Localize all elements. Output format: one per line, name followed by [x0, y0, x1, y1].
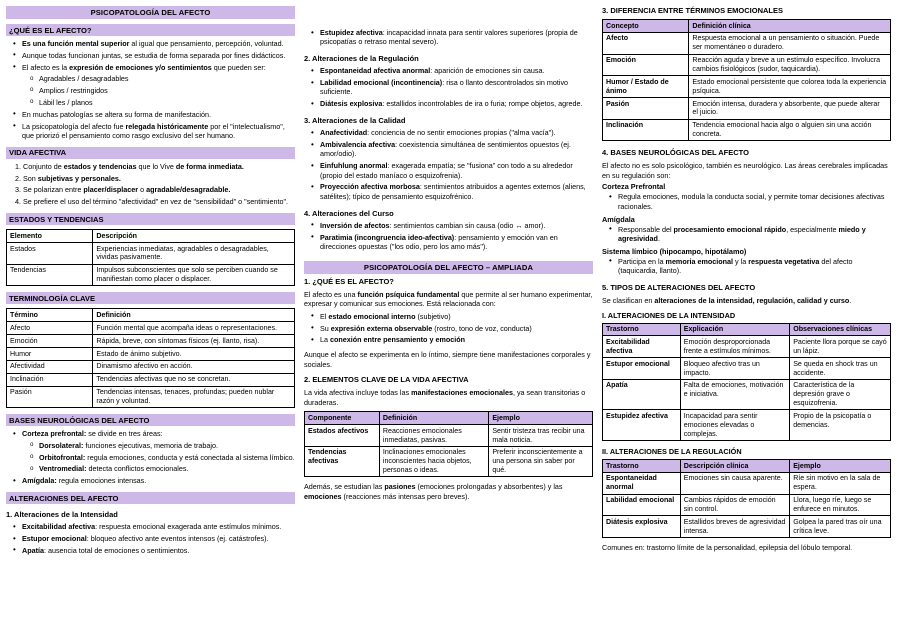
cell-definicion: Tendencias afectivas que no se concretan. [93, 373, 295, 386]
term: respuesta vegetativa [748, 256, 820, 266]
term: alteraciones de la intensidad, regulación, calidad y curso [654, 296, 850, 306]
list-item: • La conexión entre pensamiento y emoción [320, 335, 593, 344]
table-header-row [7, 230, 295, 243]
list-que-es-el-afecto [6, 39, 295, 143]
list-item: • Es una función mental superior al igual que pensamiento, percepción, voluntad. [22, 39, 295, 48]
cell-termino: Humor [7, 348, 93, 361]
cell-trastorno: Excitabilidad afectiva [603, 336, 681, 358]
cell-concepto: Emoción [603, 54, 689, 76]
heading-bases-neurologicas-ampliada: 4. BASES NEUROLÓGICAS DEL AFECTO [602, 148, 749, 158]
table-alteraciones-intensidad [602, 323, 891, 441]
table-row [7, 348, 295, 361]
sublist-areas-prefrontales [22, 441, 295, 474]
cell-explicacion: Emoción desproporcionada frente a estímulos mínimos. [680, 336, 789, 358]
col-header: Observaciones clínicas [790, 323, 891, 336]
list-item: • Proyección afectiva morbosa: sentimientos atribuidos a agentes externos (aliens, satélites); típico de pensamiento esquizofrénico. [320, 182, 593, 201]
cell-termino: Afecto [7, 322, 93, 335]
paragraph-bases-neurologicas: El afecto no es solo psicológico, también es neurológico. Las áreas cerebrales implicadas en su regulación son: [602, 161, 888, 180]
term: relegada históricamente [125, 121, 209, 131]
table-row [603, 379, 891, 410]
table-terminos-emocionales [602, 19, 891, 141]
term: de forma inmediata. [175, 161, 244, 171]
paragraph-cierre-afecto: Aunque el afecto se experimenta en lo íntimo, siempre tiene manifestaciones corporales y sociales. [304, 350, 591, 369]
list-item: 1. Conjunto de estados y tendencias que lo Vive de forma inmediata. [23, 162, 295, 171]
table-row [603, 54, 891, 76]
col-header: Trastorno [603, 460, 681, 473]
cell-trastorno: Labilidad emocional [603, 494, 681, 516]
cell-ejemplo: Golpea la pared tras oír una crítica leve. [790, 516, 891, 538]
cell-observaciones: Propio de la psicopatía o demencias. [790, 410, 891, 441]
list-item: o Dorsolateral: funciones ejecutivas, memoria de trabajo. [39, 441, 295, 450]
term: Estupor emocional [22, 534, 87, 543]
col-header: Definición clínica [689, 20, 891, 33]
col-header: Componente [305, 412, 380, 425]
term: Labilidad emocional (incontinencia) [320, 78, 443, 88]
list-item: • La psicopatología del afecto fue relegada históricamente por el "intelectualismo", que priorizó el pensamiento como rasgo exclusivo del ser humano. [22, 122, 295, 141]
cell-trastorno: Espontaneidad anormal [603, 472, 681, 494]
term: Amígdala: [22, 476, 57, 486]
list-item: • Ambivalencia afectiva: coexistencia simultánea de sentimientos opuestos (ej. amor/odio). [320, 140, 593, 159]
list-item: • El estado emocional interno (subjetivo) [320, 312, 593, 321]
table-header-row [7, 309, 295, 322]
cell-explicacion: Bloqueo afectivo tras un impacto. [680, 358, 789, 380]
term: subjetivas y personales. [37, 173, 121, 183]
term: Proyección afectiva morbosa [320, 182, 420, 192]
paragraph-pasiones-emociones: Además, se estudian las pasiones (emociones prolongadas y absorbentes) y las emociones (reacciones más intensas pero breves). [304, 482, 563, 501]
list-item: • El afecto es la expresión de emociones y/o sentimientos que pueden ser: o Agradables / desagradables o Amplios / restringidos o Lábil les / planos [22, 63, 295, 107]
list-alteraciones-regulacion [304, 66, 593, 111]
paragraph-comunes-en: Comunes en: trastorno límite de la personalidad, epilepsia del lóbulo temporal. [602, 543, 853, 553]
cell-definicion: Estado emocional persistente que colorea toda la experiencia psíquica. [689, 76, 891, 98]
list-bases-neurologicas [6, 429, 295, 488]
sublist-tipos-afecto [22, 74, 295, 107]
cell-definicion: Inclinaciones emocionales inconscientes hacia objetos, personas o ideas. [379, 446, 488, 477]
cell-ejemplo: Ríe sin motivo en la sala de espera. [790, 472, 891, 494]
list-item: o Orbitofrontal: regula emociones, conducta y está conectada al sistema límbico. [39, 453, 295, 462]
cell-elemento: Tendencias [7, 264, 93, 286]
term: Corteza prefrontal: [22, 429, 87, 439]
subheading-alteraciones-calidad: 3. Alteraciones de la Calidad [304, 116, 406, 126]
heading-alteraciones-intensidad-tabla: I. ALTERACIONES DE LA INTENSIDAD [602, 310, 736, 320]
list-item: • Labilidad emocional (incontinencia): risa o llanto descontrolados sin motivo suficiente. [320, 78, 593, 97]
list-item: • Amígdala: regula emociones intensas. [22, 476, 295, 485]
list-componentes-afecto [304, 312, 593, 348]
cell-termino: Pasión [7, 386, 93, 408]
heading-tipos-alteraciones: 5. TIPOS DE ALTERACIONES DEL AFECTO [602, 283, 756, 293]
list-item: • En muchas patologías se altera su forma de manifestación. [22, 110, 295, 119]
table-row [7, 264, 295, 286]
table-row [603, 472, 891, 494]
list-item: o Lábil les / planos [39, 98, 295, 107]
cell-ejemplo: Sentir tristeza tras recibir una mala noticia. [489, 425, 593, 447]
col-header: Definición [379, 412, 488, 425]
section-banner-psicopatologia: PSICOPATOLOGÍA DEL AFECTO [6, 6, 295, 19]
column-3 [602, 6, 891, 636]
col-header: Ejemplo [790, 460, 891, 473]
cell-definicion: Tendencias intensas, tenaces, profundas; pueden nublar razón y voluntad. [93, 386, 295, 408]
term: emociones [304, 491, 342, 501]
term: Espontaneidad afectiva anormal [320, 66, 431, 76]
list-item: • Estupor emocional: bloqueo afectivo ante eventos intensos (ej. catástrofes). [22, 534, 295, 543]
col-header: Término [7, 309, 93, 322]
cell-definicion: Dinamismo afectivo en acción. [93, 360, 295, 373]
cell-ejemplo: Preferir inconscientemente a una persona sin saber por qué. [489, 446, 593, 477]
list-item: • Excitabilidad afectiva: respuesta emocional exagerada ante estímulos mínimos. [22, 522, 295, 531]
cell-descripcion: Impulsos subconscientes que solo se perciben cuando se manifiestan como placer o displacer. [93, 264, 295, 286]
list-item: o Ventromedial: detecta conflictos emocionales. [39, 464, 295, 473]
term: Estupidez afectiva [320, 28, 383, 37]
cell-descripcion: Experiencias inmediatas, agradables o desagradables, vividas pasivamente. [93, 243, 295, 265]
table-row [603, 516, 891, 538]
list-corteza-prefrontal [602, 192, 891, 213]
cell-trastorno: Diátesis explosiva [603, 516, 681, 538]
label-amigdala: Amígdala [602, 214, 635, 224]
table-row [7, 322, 295, 335]
term: pasiones [384, 482, 416, 492]
term: Ventromedial: [39, 464, 87, 474]
col-header: Concepto [603, 20, 689, 33]
table-row [603, 358, 891, 380]
list-item: • Estupidez afectiva: incapacidad innata para sentir valores superiores (propia de psicopatías o retraso mental severo). [320, 28, 593, 47]
label-sistema-limbico: Sistema límbico (hipocampo, hipotálamo) [602, 246, 747, 256]
table-alteraciones-regulacion [602, 459, 891, 538]
list-alteraciones-intensidad [6, 522, 295, 558]
list-item: • Regula emociones, modula la conducta social, y permite tomar decisiones afectivas racionales. [618, 192, 891, 211]
list-sistema-limbico [602, 257, 891, 278]
list-item: • Paratimia (incongruencia ideo-afectiva): pensamiento y emoción van en direcciones opuestas ("los odio, pero los amo más"). [320, 233, 593, 252]
cell-concepto: Inclinación [603, 119, 689, 141]
term: Anafectividad [320, 128, 368, 138]
cell-trastorno: Apatía [603, 379, 681, 410]
table-row [603, 336, 891, 358]
cell-concepto: Humor / Estado de ánimo [603, 76, 689, 98]
paragraph-definicion-afecto: El afecto es una función psíquica fundamental que permite al ser humano experimentar, expresar y comunicar sus emociones. Está relacionada con: [304, 289, 593, 309]
heading-estados-tendencias: ESTADOS Y TENDENCIAS [6, 213, 295, 225]
col-header: Explicación [680, 323, 789, 336]
cell-observaciones: Característica de la depresión grave o esquizofrenia. [790, 379, 891, 410]
cell-trastorno: Estupidez afectiva [603, 410, 681, 441]
heading-diferencia-terminos: 3. DIFERENCIA ENTRE TÉRMINOS EMOCIONALES [602, 6, 783, 15]
list-item: • Corteza prefrontal: se divide en tres áreas: o Dorsolateral: funciones ejecutivas, memoria de trabajo. o Orbitofrontal: regula emociones, conducta y está conectada al sistema límbico. o Ventromedial: detecta conflictos emocionales. [22, 429, 295, 473]
col-header: Definición [93, 309, 295, 322]
table-row [7, 243, 295, 265]
cell-explicacion: Incapacidad para sentir emociones elevadas o complejas. [680, 410, 789, 441]
cell-componente: Estados afectivos [305, 425, 380, 447]
cell-definicion: Estado de ánimo subjetivo. [93, 348, 295, 361]
table-row [7, 386, 295, 408]
cell-elemento: Estados [7, 243, 93, 265]
table-row [603, 76, 891, 98]
subheading-alteraciones-regulacion: 2. Alteraciones de la Regulación [304, 54, 419, 64]
column-1 [6, 6, 295, 636]
heading-que-es-afecto-ampliada: 1. ¿QUÉ ES EL AFECTO? [304, 276, 394, 286]
table-elementos-clave [304, 411, 593, 477]
subheading-alteraciones-curso: 4. Alteraciones del Curso [304, 208, 394, 218]
list-estupidez-afectiva [304, 28, 593, 49]
column-2 [304, 6, 593, 636]
list-item: • Su expresión externa observable (rostro, tono de voz, conducta) [320, 324, 593, 333]
cell-ejemplo: Llora, luego ríe, luego se enfurece en minutos. [790, 494, 891, 516]
list-item: • Aunque todas funcionan juntas, se estudia de forma separada por fines didácticos. [22, 51, 295, 60]
cell-termino: Inclinación [7, 373, 93, 386]
cell-definicion: Reacciones emocionales inmediatas, pasivas. [379, 425, 488, 447]
list-item: 4. Se prefiere el uso del término "afectividad" en vez de "sensibilidad" o "sentimiento". [23, 197, 295, 206]
cell-concepto: Afecto [603, 32, 689, 54]
list-amigdala [602, 225, 891, 246]
paragraph-clasificacion: Se clasifican en alteraciones de la intensidad, regulación, calidad y curso. [602, 296, 852, 306]
list-item: • Espontaneidad afectiva anormal: aparición de emociones sin causa. [320, 66, 593, 75]
term: Inversión de afectos [320, 220, 390, 230]
table-estados-tendencias [6, 229, 295, 286]
table-row [7, 373, 295, 386]
cell-definicion: Tendencia emocional hacia algo o alguien sin una acción concreta. [689, 119, 891, 141]
cell-descripcion: Estallidos breves de agresividad intensa. [680, 516, 789, 538]
term: procesamiento emocional rápido [673, 224, 787, 234]
list-alteraciones-curso [304, 221, 593, 254]
cell-termino: Afectividad [7, 360, 93, 373]
table-header-row [603, 323, 891, 336]
term: expresión externa observable [330, 323, 433, 333]
cell-definicion: Reacción aguda y breve a un estímulo específico. Involucra cambios fisiológicos (sudor, taquicardia). [689, 54, 891, 76]
paragraph-vida-afectiva: La vida afectiva incluye todas las manifestaciones emocionales, ya sean transitorias o duraderas. [304, 388, 586, 407]
table-row [7, 360, 295, 373]
heading-vida-afectiva: VIDA AFECTIVA [6, 147, 295, 159]
term: miedo y agresividad [618, 224, 866, 244]
table-header-row [603, 460, 891, 473]
table-terminologia [6, 308, 295, 408]
table-row [7, 335, 295, 348]
list-item: o Agradables / desagradables [39, 74, 295, 83]
term: Orbitofrontal: [39, 452, 86, 462]
list-item: • Participa en la memoria emocional y la respuesta vegetativa del afecto (taquicardia, llanto). [618, 257, 891, 276]
term: Dorsolateral: [39, 440, 84, 450]
col-header: Ejemplo [489, 412, 593, 425]
cell-explicacion: Falta de emociones, motivación e iniciativa. [680, 379, 789, 410]
list-item: • Anafectividad: conciencia de no sentir emociones propias ("alma vacía"). [320, 128, 593, 137]
table-header-row [305, 412, 593, 425]
term: estados y tendencias [63, 161, 137, 171]
cell-concepto: Pasión [603, 98, 689, 120]
heading-bases-neurologicas: BASES NEUROLÓGICAS DEL AFECTO [6, 414, 295, 426]
list-item: o Amplios / restringidos [39, 86, 295, 95]
table-row [603, 410, 891, 441]
cell-definicion: Respuesta emocional a un pensamiento o situación. Puede ser momentáneo o duradero. [689, 32, 891, 54]
cell-definicion: Función mental que acompaña ideas o representaciones. [93, 322, 295, 335]
list-item: • Apatía: ausencia total de emociones o sentimientos. [22, 546, 295, 555]
section-banner-ampliada: PSICOPATOLOGÍA DEL AFECTO – AMPLIADA [304, 261, 593, 274]
col-header: Elemento [7, 230, 93, 243]
subheading-alteraciones-intensidad: 1. Alteraciones de la Intensidad [6, 510, 118, 520]
table-header-row [603, 20, 891, 33]
term: expresión de emociones y/o sentimientos [69, 62, 212, 72]
term: función psíquica fundamental [357, 289, 460, 299]
table-row [603, 98, 891, 120]
heading-terminologia-clave: TERMINOLOGÍA CLAVE [6, 292, 295, 304]
term: placer/displacer [83, 185, 139, 195]
cell-trastorno: Estupor emocional [603, 358, 681, 380]
term: Einfuhlung anormal [320, 161, 388, 171]
term: Paratimia (incongruencia ideo-afectiva) [320, 232, 455, 242]
cell-definicion: Rápida, breve, con síntomas físicos (ej. llanto, risa). [93, 335, 295, 348]
cell-descripcion: Emociones sin causa aparente. [680, 472, 789, 494]
table-row [603, 32, 891, 54]
cell-descripcion: Cambios rápidos de emoción sin control. [680, 494, 789, 516]
term: memoria emocional [665, 256, 734, 266]
heading-alteraciones-regulacion-tabla: II. ALTERACIONES DE LA REGULACIÓN [602, 447, 742, 457]
list-item: • Responsable del procesamiento emocional rápido, especialmente miedo y agresividad. [618, 225, 891, 244]
term: Diátesis explosiva [320, 99, 383, 109]
term: agradable/desagradable. [146, 185, 231, 195]
list-item: • Diátesis explosiva: estallidos incontrolables de ira o furia; rompe objetos, agrede. [320, 99, 593, 108]
table-row [603, 494, 891, 516]
cell-definicion: Emoción intensa, duradera y absorbente, que puede alterar el juicio. [689, 98, 891, 120]
list-item: 3. Se polarizan entre placer/displacer o agradable/desagradable. [23, 185, 295, 194]
cell-componente: Tendencias afectivas [305, 446, 380, 477]
label-corteza-prefrontal: Corteza Prefrontal [602, 182, 666, 192]
heading-alteraciones-afecto: ALTERACIONES DEL AFECTO [6, 492, 295, 504]
list-item: 2. Son subjetivas y personales. [23, 174, 295, 183]
table-row [305, 425, 593, 447]
term: estado emocional interno [328, 311, 416, 321]
heading-elementos-clave: 2. ELEMENTOS CLAVE DE LA VIDA AFECTIVA [304, 375, 469, 385]
list-vida-afectiva [6, 162, 295, 209]
cell-termino: Emoción [7, 335, 93, 348]
term: Ambivalencia afectiva [320, 140, 396, 150]
term: conexión entre pensamiento y emoción [330, 335, 465, 345]
col-header: Descripción [93, 230, 295, 243]
col-header: Descripción clínica [680, 460, 789, 473]
term: Es una función mental superior [22, 39, 130, 48]
cell-observaciones: Se queda en shock tras un accidente. [790, 358, 891, 380]
cell-observaciones: Paciente llora porque se cayó un lápiz. [790, 336, 891, 358]
list-item: • Einfuhlung anormal: exagerada empatía; se "fusiona" con todo a su alrededor (propio del estado maníaco o esquizofrenia). [320, 161, 593, 180]
list-alteraciones-calidad [304, 128, 593, 204]
term: Apatía [22, 545, 44, 555]
term: Excitabilidad afectiva [22, 522, 96, 532]
heading-que-es-el-afecto: ¿QUÉ ES EL AFECTO? [6, 24, 295, 36]
table-row [603, 119, 891, 141]
col-header: Trastorno [603, 323, 681, 336]
table-row [305, 446, 593, 477]
term: manifestaciones emocionales [411, 388, 513, 398]
list-item: • Inversión de afectos: sentimientos cambian sin causa (odio ↔ amor). [320, 221, 593, 230]
